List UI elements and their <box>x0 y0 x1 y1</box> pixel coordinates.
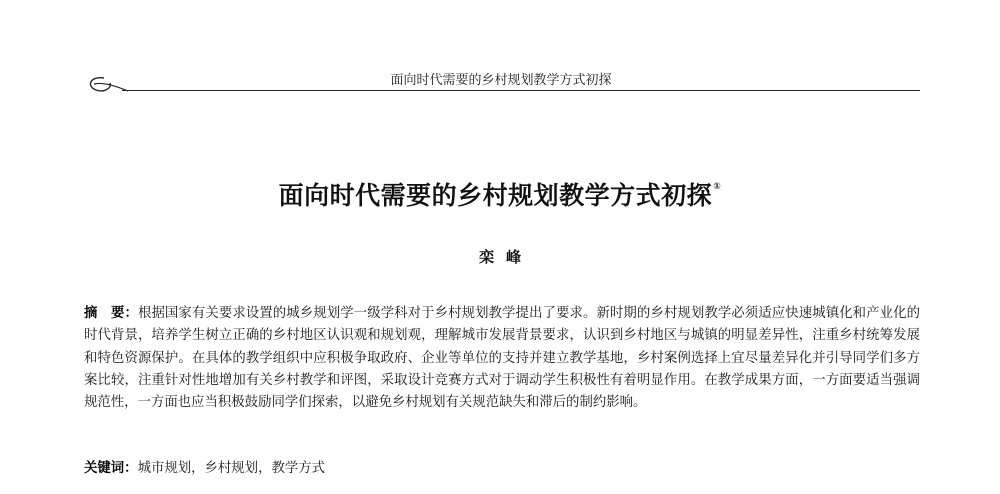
author-name: 栾峰 <box>478 248 533 266</box>
running-title: 面向时代需要的乡村规划教学方式初探 <box>390 73 612 88</box>
abstract <box>84 303 920 414</box>
running-header <box>82 64 920 104</box>
paper-title-text: 面向时代需要的乡村规划教学方式初探 <box>278 181 713 210</box>
paper-title <box>0 176 1000 212</box>
footnote-marker[interactable]: ① <box>713 181 722 192</box>
keywords-label: 关键词： <box>84 461 138 476</box>
keywords <box>84 458 920 480</box>
keywords-text: 城市规划，乡村规划，教学方式 <box>137 461 326 476</box>
abstract-text: 根据国家有关要求设置的城乡规划学一级学科对于乡村规划教学提出了要求。新时期的乡村规划教学必须适应快速城镇化和产业化的时代背景，培养学生树立正确的乡村地区认识观和规划观，理解城市发展背景要求，认识到乡村地区与城镇的明显差异性，注重乡村统筹发展和特色资源保护。在具体的教学组织中应积极争取政府、企业等单位的支持并建立教学基地，乡村案例选择上宜尽量差异化并引导同学们多方案比较，注重针对性地增加有关乡村教学和评图，采取设计竞赛方式对于调动学生积极性有着明显作用。在教学成果方面，一方面要适当强调规范性，一方面也应当积极鼓励同学们探索，以避免乡村规划有关规范缺失和滞后的制约影响。 <box>84 306 921 411</box>
header-rule <box>122 90 920 91</box>
abstract-label: 摘 要： <box>84 306 138 321</box>
